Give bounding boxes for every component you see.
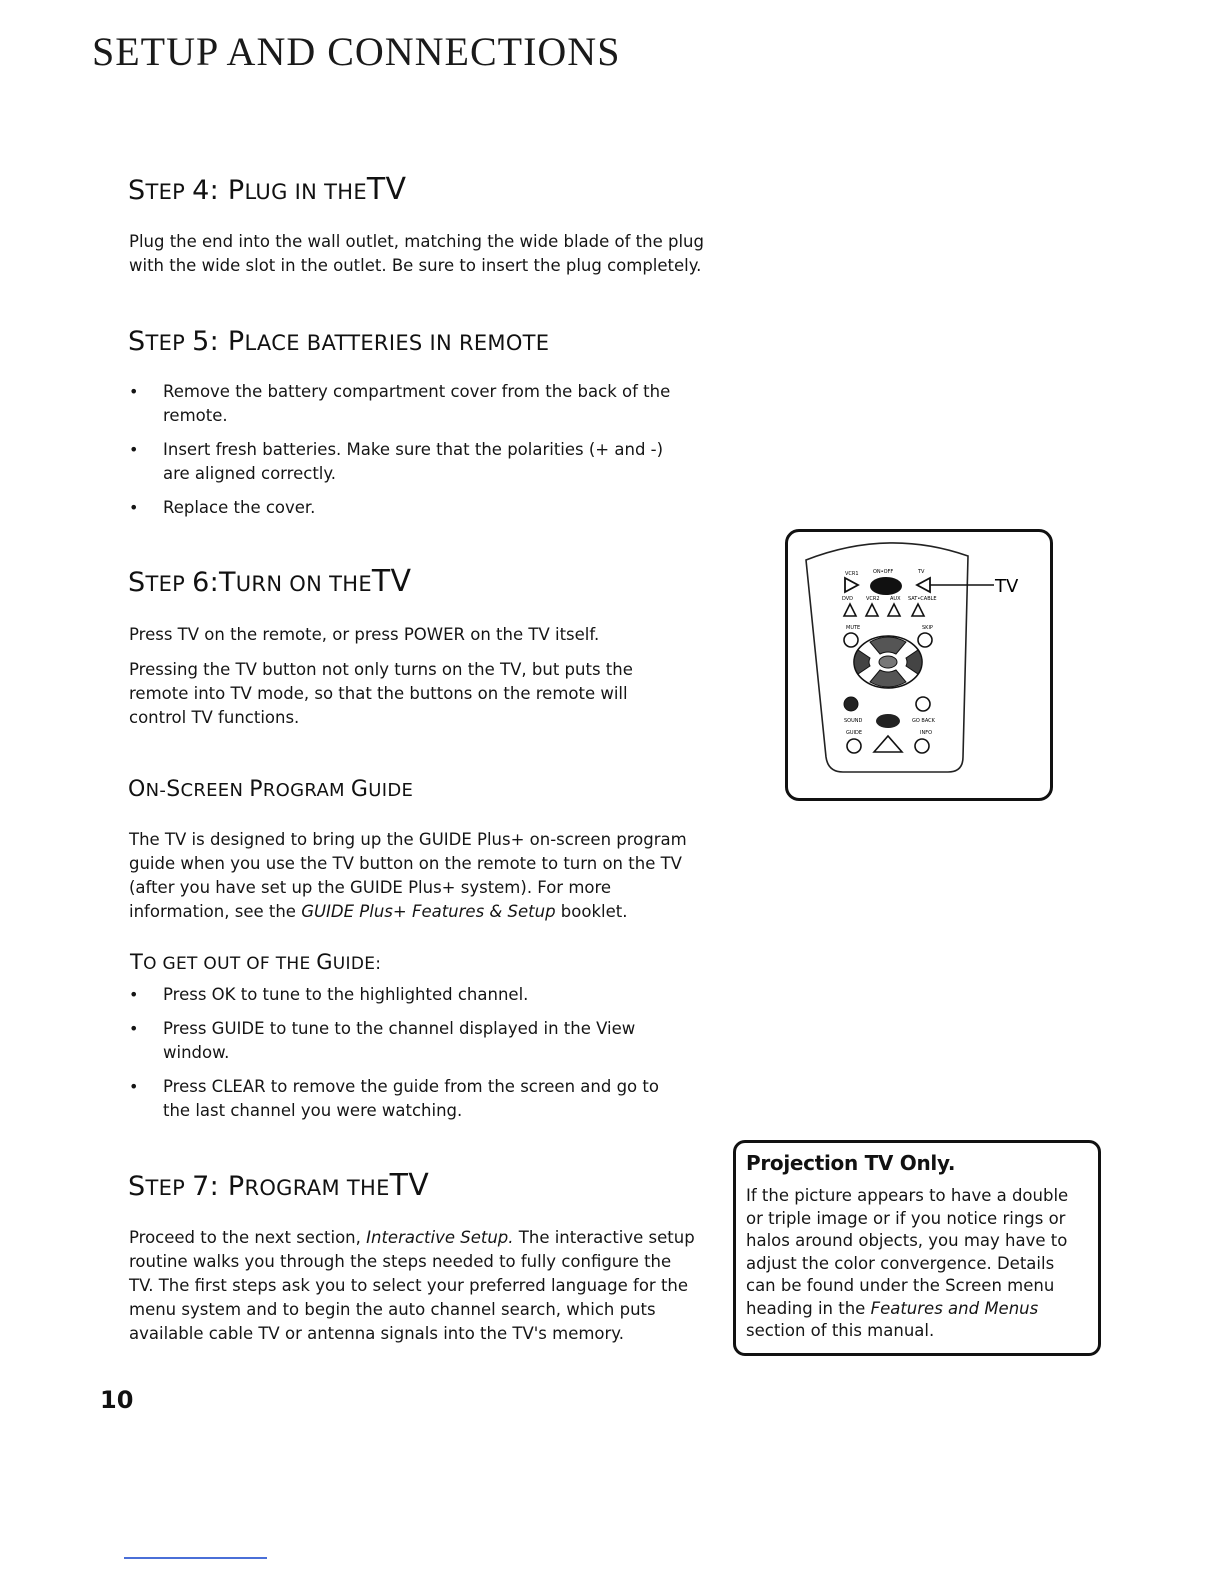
mute-button-icon <box>844 633 858 647</box>
tv-callout-label: TV <box>995 576 1019 597</box>
page-number: 10 <box>100 1386 134 1414</box>
remote-label-guide: GUIDE <box>846 730 863 736</box>
info-button-icon <box>915 739 929 753</box>
callout-title: Projection TV Only. <box>746 1151 956 1175</box>
remote-label-go-back: GO BACK <box>912 718 935 724</box>
bullet-icon: • <box>129 498 139 517</box>
power-button-icon <box>870 577 902 595</box>
step7-heading: STEP 7: PROGRAM THETV <box>128 1168 430 1203</box>
list-item: • Press CLEAR to remove the guide from the screen and go to the last channel you were watching. <box>129 1077 659 1120</box>
remote-label-aux: AUX <box>890 596 901 602</box>
navigation-pad-icon <box>854 636 922 688</box>
callout-body: If the picture appears to have a double or triple image or if you notice rings or halos around objects, you may have to adjust the color convergence. Details can be found under the Screen menu heading in the Features and Menus section of this manual. <box>746 1186 1069 1340</box>
guide-exit-heading: TO GET OUT OF THE GUIDE: <box>130 950 382 974</box>
list-item: • Replace the cover. <box>129 496 689 520</box>
list-item: • Insert fresh batteries. Make sure that the polarities (+ and -) are aligned correctly. <box>129 440 664 483</box>
guide-heading: ON-SCREEN PROGRAM GUIDE <box>128 777 414 802</box>
sat-cable-button-icon <box>912 604 924 616</box>
remote-label-mute: MUTE <box>846 625 861 631</box>
step7-body: Proceed to the next section, Interactive Setup. The interactive setup routine walks you through the steps needed to fully configure the TV. The first steps ask you to select your preferred language for the menu system and to begin the auto channel search, which puts available cable TV or antenna signals into the TV's memory. <box>129 1228 695 1343</box>
guide-body: The TV is designed to bring up the GUIDE Plus+ on-screen program guide when you use the TV button on the remote to turn on the TV (after you have set up the GUIDE Plus+ system). For more information, see the GUIDE Plus+ Features & Setup booklet. <box>129 830 687 921</box>
remote-label-tv: TV <box>918 569 925 575</box>
list-item: • Press OK to tune to the highlighted channel. <box>129 983 689 1007</box>
remote-label-on-off: ON•OFF <box>873 569 894 575</box>
dvd-button-icon <box>844 604 856 616</box>
list-item: • Remove the battery compartment cover from the back of the remote. <box>129 382 671 425</box>
guide-exit-list <box>129 983 689 1123</box>
guide-button-icon <box>847 739 861 753</box>
remote-label-dvd: DVD <box>842 596 854 602</box>
bullet-icon: • <box>129 440 139 459</box>
play-icon <box>845 578 858 592</box>
bullet-icon: • <box>129 985 139 1004</box>
step5-heading: STEP 5: PLACE BATTERIES IN REMOTE <box>128 326 550 357</box>
remote-label-skip: SKIP <box>922 625 933 631</box>
footer-line <box>124 1557 267 1559</box>
tv-button-icon <box>917 578 930 592</box>
step5-list <box>129 380 689 520</box>
bullet-icon: • <box>129 1077 139 1096</box>
remote-label-vcr2: VCR2 <box>866 596 880 602</box>
step4-heading: STEP 4: PLUG IN THETV <box>128 172 407 207</box>
step6-body-2: Pressing the TV button not only turns on the TV, but puts the remote into TV mode, so that the buttons on the remote will control TV functions. <box>129 660 633 727</box>
step4-body: Plug the end into the wall outlet, matching the wide blade of the plug with the wide slot in the outlet. Be sure to insert the plug completely. <box>129 232 704 275</box>
vcr2-button-icon <box>866 604 878 616</box>
list-item: • Press GUIDE to tune to the channel displayed in the View window. <box>129 1019 636 1062</box>
bullet-icon: • <box>129 1019 139 1038</box>
remote-illustration <box>785 529 1053 801</box>
remote-label-info: INFO <box>920 730 933 736</box>
page-title: SETUP AND CONNECTIONS <box>92 29 621 74</box>
ok-button-icon <box>876 714 900 728</box>
channel-up-icon <box>874 736 902 752</box>
remote-label-vcr1: VCR1 <box>845 571 859 577</box>
step6-heading: STEP 6:TURN ON THETV <box>128 564 412 599</box>
aux-button-icon <box>888 604 900 616</box>
remote-label-sat-cable: SAT•CABLE <box>908 596 937 602</box>
projection-tv-callout <box>733 1140 1101 1356</box>
remote-drawing <box>788 532 1056 804</box>
skip-button-icon <box>918 633 932 647</box>
bullet-icon: • <box>129 382 139 401</box>
step6-body-1: Press TV on the remote, or press POWER on the TV itself. <box>129 625 600 644</box>
remote-label-sound: SOUND <box>844 718 863 724</box>
sound-button-icon <box>844 697 858 711</box>
go-back-button-icon <box>916 697 930 711</box>
